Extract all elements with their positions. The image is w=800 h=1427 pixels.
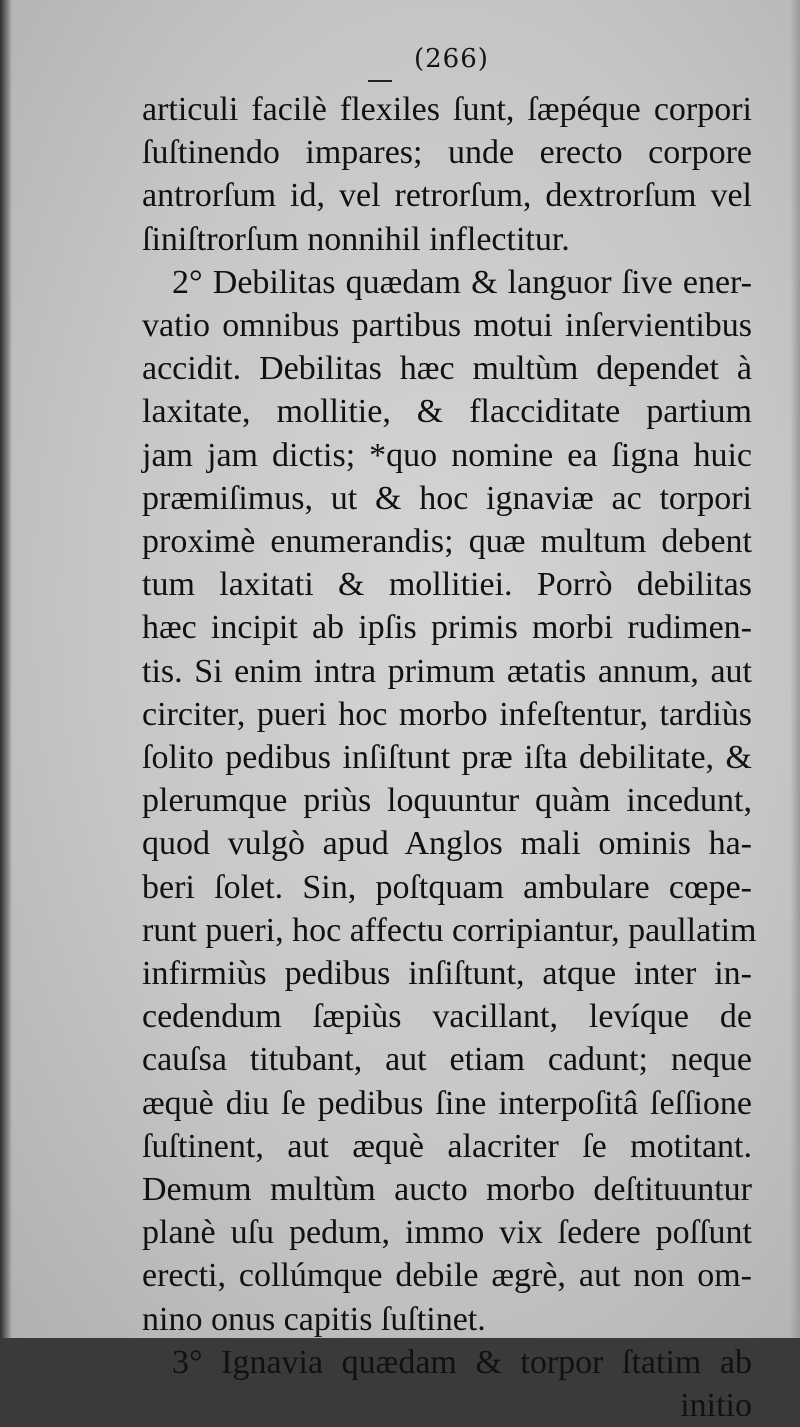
text-line: laxitate, mollitie, & flacciditate partium (142, 393, 752, 431)
text-line: nino onus capitis ſuſtinet. (142, 1300, 486, 1338)
text-line: æquè diu ſe pedibus ſine interpoſitâ ſeſſione (142, 1084, 752, 1122)
text-line: cedendum ſæpiùs vacillant, levíque de (142, 998, 752, 1036)
text-line: Demum multùm aucto morbo deſtituuntur (142, 1171, 752, 1209)
text-line: infirmiùs pedibus inſiſtunt, atque inter in- (142, 955, 752, 993)
text-line: planè uſu pedum, immo vix ſedere poſſunt (142, 1214, 752, 1252)
text-line: 2° Debilitas quædam & languor ſive ener- (172, 263, 752, 301)
body-text (142, 88, 762, 1427)
text-line: plerumque priùs loquuntur quàm incedunt, (142, 782, 752, 820)
header-rule (368, 80, 392, 82)
text-line: cauſsa titubant, aut etiam cadunt; neque (142, 1041, 752, 1079)
text-line: erecti, collúmque debile ægrè, aut non om- (142, 1257, 752, 1295)
text-line: proximè enumerandis; quæ multum debent (142, 523, 752, 561)
text-line: ſiniſtrorſum nonnihil inflectitur. (142, 220, 570, 258)
text-line: articuli facilè flexiles ſunt, ſæpéque corpori (142, 91, 752, 128)
text-line: præmiſimus, ut & hoc ignaviæ ac torpori (142, 479, 752, 517)
text-line: vatio omnibus partibus motui inſervientibus (142, 307, 752, 345)
catchword: initio (680, 1387, 752, 1425)
text-line: tis. Si enim intra primum ætatis annum, aut (142, 652, 752, 690)
text-line: antrorſum id, vel retrorſum, dextrorſum vel (142, 177, 752, 215)
text-line: ſuſtinendo impares; unde erecto corpore (142, 134, 752, 172)
text-line: accidit. Debilitas hæc multùm dependet à (142, 350, 752, 388)
text-line: beri ſolet. Sin, poſtquam ambulare cœpe- (142, 868, 752, 906)
text-line: tum laxitati & mollitiei. Porrò debilitas (142, 566, 752, 604)
text-line: jam jam dictis; *quo nomine ea ſigna huic (142, 436, 752, 474)
text-line: quod vulgò apud Anglos mali ominis ha- (142, 825, 752, 863)
page-gutter-shadow (0, 0, 12, 1338)
text-line: ſolito pedibus inſiſtunt præ iſta debilitate, & (142, 739, 752, 777)
text-line: 3° Ignavia quædam & torpor ſtatim ab (172, 1343, 752, 1381)
text-line: ſuſtinent, aut æquè alacriter ſe motitant. (142, 1127, 752, 1165)
text-line: hæc incipit ab ipſis primis morbi rudimen- (142, 609, 752, 647)
page-edge-shadow (790, 0, 800, 1338)
page-number: (266) (414, 44, 489, 74)
text-line: runt pueri, hoc affectu corripiantur, paullatim (142, 911, 757, 949)
text-line: circiter, pueri hoc morbo infeſtentur, tardiùs (142, 695, 752, 733)
